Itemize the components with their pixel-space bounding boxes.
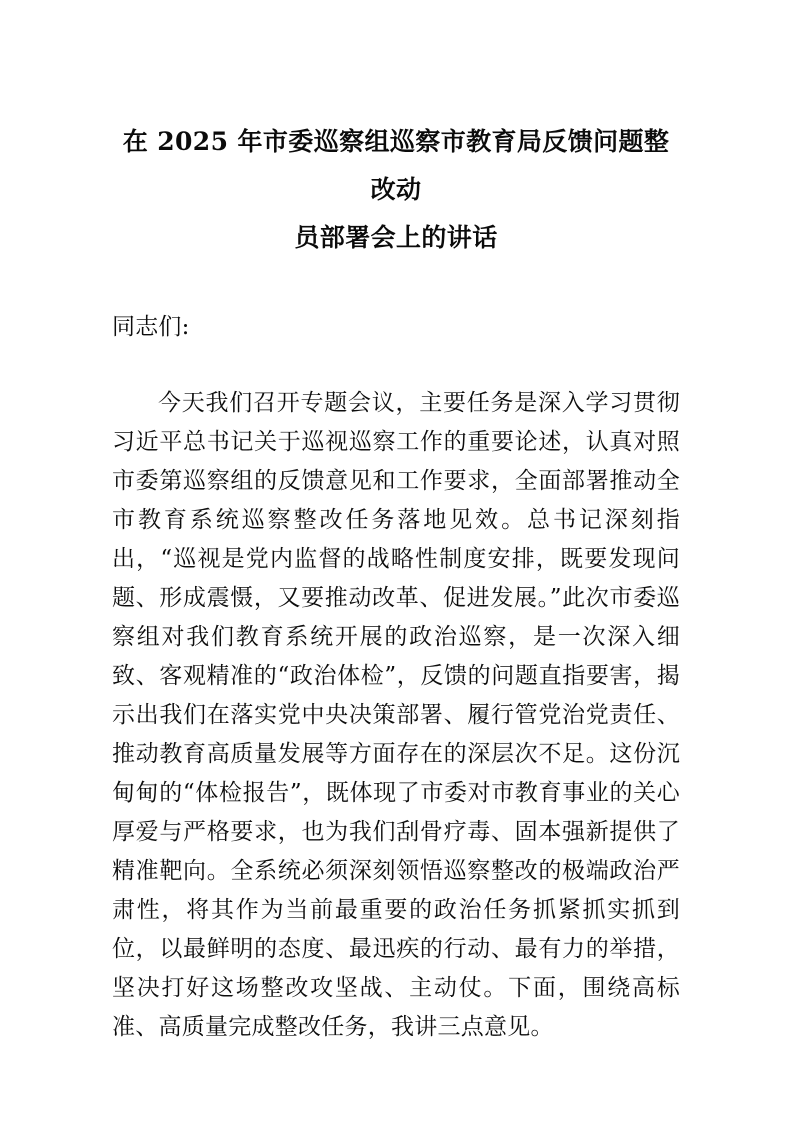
page-title-line-1: 在 2025 年市委巡察组巡察市教育局反馈问题整改动: [122, 127, 670, 204]
body-paragraph-1: 今天我们召开专题会议，主要任务是深入学习贯彻习近平总书记关于巡视巡察工作的重要论述，认真对照市委第巡察组的反馈意见和工作要求，全面部署推动全市教育系统巡察整改任务落地见效。总书记深刻指出，“巡视是党内监督的战略性制度安排，既要发现问题、形成震慑，又要推动改革、促进发展。”此次市委巡察组对我们教育系统开展的政治巡察，是一次深入细致、客观精准的“政治体检”，反馈的问题直指要害，揭示出我们在落实党中央决策部署、履行管党治党责任、推动教育高质量发展等方面存在的深层次不足。这份沉甸甸的“体检报告”，既体现了市委对市教育事业的关心厚爱与严格要求，也为我们刮骨疗毒、固本强新提供了精准靶向。全系统必须深刻领悟巡察整改的极端政治严肃性，将其作为当前最重要的政治任务抓紧抓实抓到位，以最鲜明的态度、最迅疾的行动、最有力的举措，坚决打好这场整改攻坚战、主动仗。下面，围绕高标准、高质量完成整改任务，我讲三点意见。: [112, 390, 680, 1040]
salutation: 同志们:: [112, 314, 190, 340]
page-title: [112, 118, 680, 262]
document-body: [112, 118, 680, 1047]
page-title-line-2: 员部署会上的讲话: [294, 223, 498, 252]
